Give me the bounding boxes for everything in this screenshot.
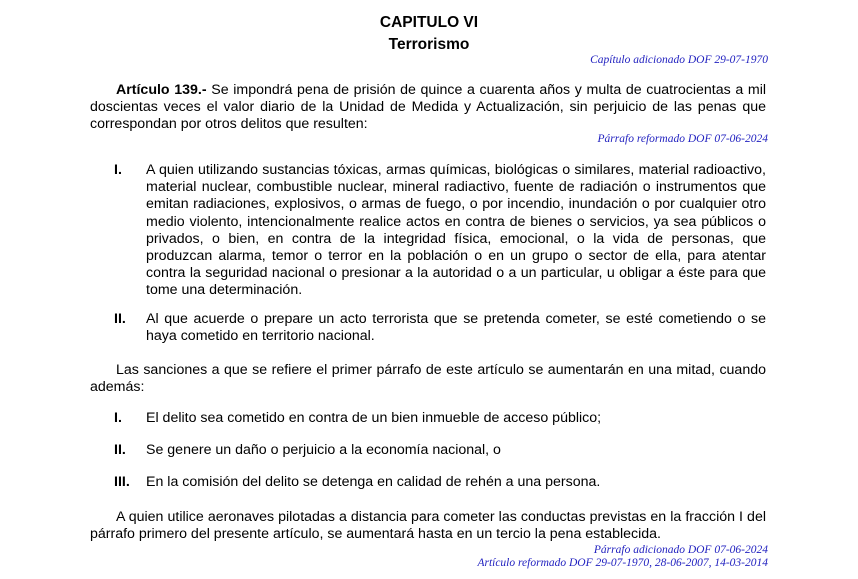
article-text: Se impondrá pena de prisión de quince a cuarenta años y multa de cuatrocientas a mil doscientas veces el valor diario de la Unidad de Medida y Actualización, sin perjuicio de las penas que correspondan por otros delitos que resulten: (90, 82, 766, 133)
final-note-added: Párrafo adicionado DOF 07-06-2024 (593, 544, 768, 556)
sanctions-intro: Las sanciones a que se refiere el primer párrafo de este artículo se aumentarán en una mitad, cuando además: (90, 362, 766, 396)
article-139-paragraph (90, 82, 766, 134)
aggravation-text: El delito sea cometido en contra de un bien inmueble de acceso público; (146, 410, 602, 426)
fraction-text: Al que acuerde o prepare un acto terrorista que se pretenda cometer, se esté cometiendo o se haya cometido en territorio nacional. (146, 311, 766, 345)
aggravation-number: III. (114, 474, 130, 490)
chapter-title: CAPITULO VI (379, 14, 479, 31)
article-note: Párrafo reformado DOF 07-06-2024 (597, 133, 768, 145)
fraction-number: II. (114, 311, 126, 327)
aggravation-number: I. (114, 410, 122, 426)
chapter-note: Capítulo adicionado DOF 29-07-1970 (590, 54, 768, 66)
aggravation-text: Se genere un daño o perjuicio a la economía nacional, o (146, 442, 501, 458)
fraction-text: A quien utilizando sustancias tóxicas, armas químicas, biológicas o similares, material radioactivo, material nuclear, combustible nuclear, mineral radiactivo, fuente de radiación o instrumentos que emitan radiaciones, explosivos, o armas de fuego, o por incendio, inundación o por cualquier otro medio violento, intencionalmente realice actos en contra de bienes o servicios, ya sea públicos o privados, o bien, en contra de la integridad física, emocional, o la vida de personas, que produzcan alarma, temor o terror en la población o en un grupo o sector de ella, para atentar contra la seguridad nacional o presionar a la autoridad o a un particular, u obligar a éste para que tome una determinación. (146, 162, 766, 299)
final-paragraph: A quien utilice aeronaves pilotadas a distancia para cometer las conductas previstas en la fracción I del párrafo primero del presente artículo, se aumentará hasta en un tercio la pena establecida. (90, 509, 766, 543)
chapter-subtitle: Terrorismo (388, 36, 470, 53)
aggravation-text: En la comisión del delito se detenga en calidad de rehén a una persona. (146, 474, 601, 490)
aggravation-number: II. (114, 442, 126, 458)
article-heading: Artículo 139.- (116, 82, 207, 98)
fraction-number: I. (114, 162, 122, 178)
final-note-reformed: Artículo reformado DOF 29-07-1970, 28-06-2007, 14-03-2014 (477, 557, 768, 569)
